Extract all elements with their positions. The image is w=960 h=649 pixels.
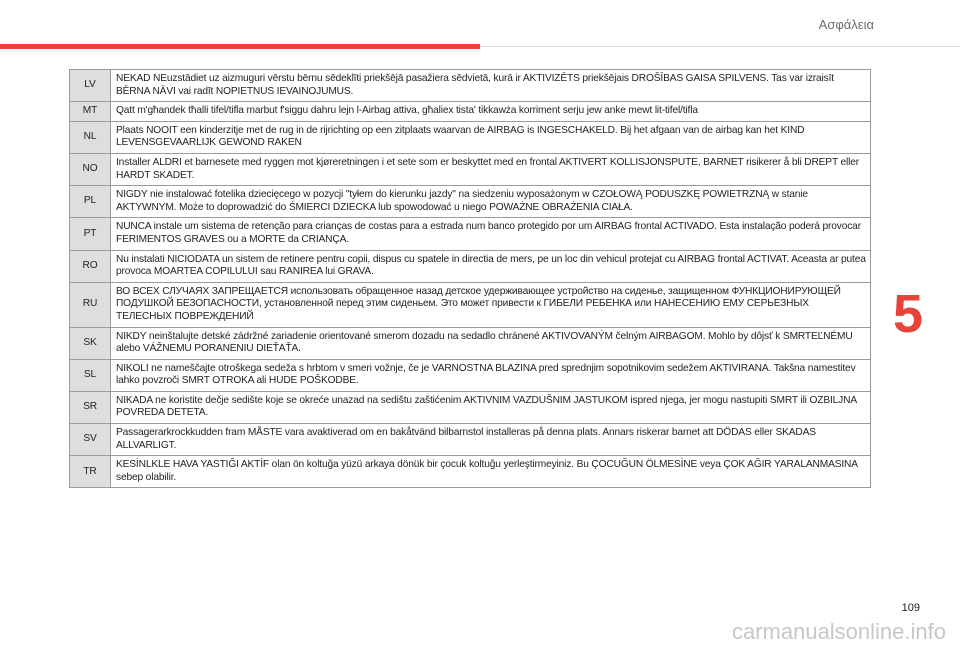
language-code: PL [70,186,111,218]
warning-text: Plaats NOOIT een kinderzitje met de rug in de rijrichting op een zitplaats waarvan de AIRBAG is INGESCHAKELD. Bij het afgaan van de airbag kan het KIND LEVENSGEVAARLIJK GEWOND RAKEN [111,121,871,153]
warning-text: Qatt m'għandek tħalli tifel/tifla marbut f'siggu dahru lejn l-Airbag attiva, għaliex tista' tikkawża korriment serju jew anke mewt lit-tifel/tifla [111,102,871,122]
warning-text: ВО ВСЕХ СЛУЧАЯХ ЗАПРЕЩАЕТСЯ использовать обращенное назад детское удерживающее устройство на сиденье, защищенном ФУНКЦИОНИРУЮЩЕЙ ПОДУШКОЙ БЕЗОПАСНОСТИ, установленной перед этим сиденьем. Это может привести к ГИБЕЛИ РЕБЕНКА или НАНЕСЕНИЮ ЕМУ СЕРЬЕЗНЫХ ТЕЛЕСНЫХ ПОВРЕЖДЕНИЙ [111,282,871,327]
table-row [70,70,871,102]
table-row [70,153,871,185]
page-number: 109 [901,602,920,614]
language-code: PT [70,218,111,250]
chapter-number: 5 [893,284,924,344]
warning-text: NIKOLI ne nameščajte otroškega sedeža s hrbtom v smeri vožnje, če je VARNOSTNA BLAZINA pred sprednjim sopotnikovim sedežem AKTIVIRANA. Takšna namestitev lahko povzroči SMRT OTROKA ali HUDE POŠKODBE. [111,359,871,391]
table-row [70,186,871,218]
warning-text: NEKAD NEuzstādiet uz aizmuguri vērstu bērnu sēdeklīti priekšējā pasažiera sēdvietā, kurā ir AKTIVIZĒTS priekšējais DROŠĪBAS GAISA SPILVENS. Tas var izraisīt BĒRNA NĀVI vai radīt NOPIETNUS IEVAINOJUMUS. [111,70,871,102]
table-row [70,250,871,282]
table-row [70,391,871,423]
table-row [70,456,871,488]
table-row [70,102,871,122]
language-code: TR [70,456,111,488]
warning-text: NUNCA instale um sistema de retenção para crianças de costas para a estrada num banco protegido por um AIRBAG frontal ACTIVADO. Esta instalação poderá provocar FERIMENTOS GRAVES ou a MORTE da CRIANÇA. [111,218,871,250]
table-row [70,282,871,327]
warning-text: Installer ALDRI et barnesete med ryggen mot kjøreretningen i et sete som er beskyttet med en frontal AKTIVERT KOLLISJONSPUTE, BARNET risikerer å bli DREPT eller HARDT SKADET. [111,153,871,185]
language-code: MT [70,102,111,122]
language-code: SK [70,327,111,359]
header-accent-bar [0,44,480,49]
table-row [70,218,871,250]
language-code: RO [70,250,111,282]
language-code: NO [70,153,111,185]
warning-text: NIKADA ne koristite dečje sedište koje se okreće unazad na sedištu zaštićenim AKTIVNIM VAZDUŠNIM JASTUKOM ispred njega, jer mogu nastupiti SMRT ili OZBILJNA POVREDA DETETA. [111,391,871,423]
language-code: SV [70,424,111,456]
header-divider [480,46,960,47]
section-title: Ασφάλεια [818,17,874,32]
watermark[interactable]: carmanualsonline.info [731,619,946,644]
warning-text: NIKDY neinštalujte detské zádržné zariadenie orientované smerom dozadu na sedadlo chránené AKTIVOVANÝM čelným AIRBAGOM. Mohlo by dôjsť k SMRTEĽNÉMU alebo VÁŽNEMU PORANENIU DIEŤAŤA. [111,327,871,359]
warning-text: Passagerarkrockkudden fram MÅSTE vara avaktiverad om en bakåtvänd bilbarnstol installeras på denna plats. Annars riskerar barnet att DÖDAS eller SKADAS ALLVARLIGT. [111,424,871,456]
warning-text: Nu instalati NICIODATA un sistem de retinere pentru copii, dispus cu spatele in directia de mers, pe un loc din vehicul protejat cu AIRBAG frontal ACTIVAT. Aceasta ar putea provoca MOARTEA COPILULUI sau RANIREA lui GRAVA. [111,250,871,282]
language-code: LV [70,70,111,102]
table-row [70,121,871,153]
language-code: NL [70,121,111,153]
table-row [70,424,871,456]
table-row [70,359,871,391]
warning-text: NIGDY nie instalować fotelika dziecięcego w pozycji "tyłem do kierunku jazdy" na siedzeniu wyposażonym w CZOŁOWĄ PODUSZKĘ POWIETRZNĄ w stanie AKTYWNYM. Może to doprowadzić do ŚMIERCI DZIECKA lub spowodować u niego POWAŻNE OBRAŻENIA CIAŁA. [111,186,871,218]
airbag-warning-table [69,69,871,488]
table-row [70,327,871,359]
language-code: SL [70,359,111,391]
language-code: RU [70,282,111,327]
warning-text: KESİNLKLE HAVA YASTIĞI AKTİF olan ön koltuğa yüzü arkaya dönük bir çocuk koltuğu yerleştirmeyiniz. Bu ÇOCUĞUN ÖLMESİNE veya ÇOK AĞIR YARALANMASINA sebep olabilir. [111,456,871,488]
language-code: SR [70,391,111,423]
